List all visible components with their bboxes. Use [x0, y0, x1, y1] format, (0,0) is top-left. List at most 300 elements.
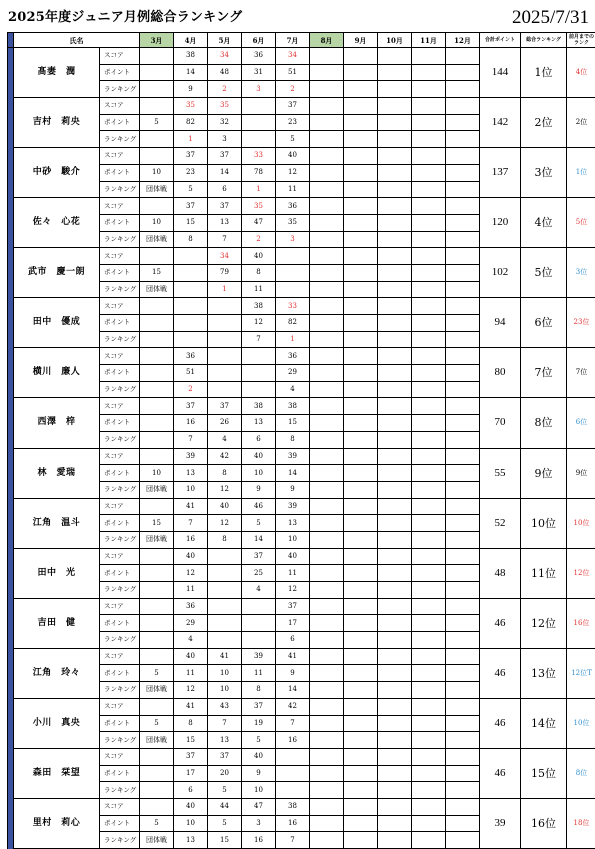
month-cell	[140, 64, 174, 81]
month-cell: 団体戦	[140, 832, 174, 849]
month-cell	[242, 131, 276, 148]
ranking-table	[7, 32, 595, 849]
month-cell	[378, 648, 412, 665]
month-cell	[412, 515, 446, 532]
row-category: ポイント	[100, 114, 140, 131]
month-cell: 41	[174, 498, 208, 515]
month-cell	[446, 448, 480, 465]
month-cell: 78	[242, 164, 276, 181]
month-cell: 8	[174, 715, 208, 732]
month-cell	[412, 448, 446, 465]
month-cell: 40	[242, 748, 276, 765]
month-cell	[446, 815, 480, 832]
month-cell	[378, 815, 412, 832]
month-cell: 16	[174, 415, 208, 432]
month-cell	[208, 365, 242, 382]
month-cell	[276, 248, 310, 265]
month-cell: 7	[208, 231, 242, 248]
month-cell	[446, 64, 480, 81]
month-cell	[310, 148, 344, 165]
month-cell	[344, 582, 378, 599]
month-cell	[208, 315, 242, 332]
month-cell	[446, 481, 480, 498]
player-name: 小川 真央	[14, 698, 100, 748]
month-cell: 12	[276, 582, 310, 599]
month-cell	[344, 431, 378, 448]
month-cell: 団体戦	[140, 682, 174, 699]
month-cell	[378, 214, 412, 231]
month-cell: 17	[174, 765, 208, 782]
month-cell	[378, 248, 412, 265]
month-cell: 44	[208, 798, 242, 815]
month-cell: 48	[208, 64, 242, 81]
total-points: 137	[480, 148, 521, 198]
month-cell: 8	[208, 531, 242, 548]
previous-rank: 12位	[567, 548, 595, 598]
month-cell	[344, 598, 378, 615]
month-cell	[344, 498, 378, 515]
month-cell	[140, 315, 174, 332]
month-cell	[208, 298, 242, 315]
month-cell	[344, 798, 378, 815]
month-cell: 13	[208, 214, 242, 231]
month-cell: 82	[276, 315, 310, 332]
month-cell	[446, 515, 480, 532]
month-cell: 5	[140, 665, 174, 682]
month-cell	[412, 365, 446, 382]
player-row	[8, 248, 595, 265]
month-cell	[446, 682, 480, 699]
overall-rank: 3位	[521, 148, 567, 198]
month-cell	[310, 431, 344, 448]
month-cell	[242, 632, 276, 649]
row-category: ポイント	[100, 315, 140, 332]
month-cell: 25	[242, 565, 276, 582]
month-cell	[378, 448, 412, 465]
month-cell	[140, 615, 174, 632]
month-cell	[242, 615, 276, 632]
month-cell	[140, 331, 174, 348]
month-cell	[174, 315, 208, 332]
month-cell	[310, 298, 344, 315]
month-cell	[310, 315, 344, 332]
month-cell: 7	[242, 331, 276, 348]
month-cell: 14	[276, 465, 310, 482]
month-cell: 15	[140, 515, 174, 532]
total-points: 80	[480, 348, 521, 398]
month-cell	[412, 565, 446, 582]
month-cell	[174, 281, 208, 298]
month-cell: 41	[208, 648, 242, 665]
row-category: スコア	[100, 298, 140, 315]
month-cell	[412, 632, 446, 649]
previous-rank: 10位	[567, 698, 595, 748]
month-cell: 14	[208, 164, 242, 181]
total-points: 94	[480, 298, 521, 348]
month-cell	[310, 515, 344, 532]
ranking-body	[8, 48, 595, 849]
month-cell: 37	[174, 198, 208, 215]
player-name: 林 愛瑞	[14, 448, 100, 498]
month-cell: 10	[174, 481, 208, 498]
month-cell	[378, 498, 412, 515]
previous-rank: 9位	[567, 448, 595, 498]
month-cell	[344, 832, 378, 849]
month-cell	[174, 331, 208, 348]
month-cell	[242, 365, 276, 382]
month-cell	[174, 264, 208, 281]
month-cell	[344, 181, 378, 198]
player-row	[8, 298, 595, 315]
month-cell	[412, 665, 446, 682]
month-cell	[446, 164, 480, 181]
month-cell	[446, 632, 480, 649]
month-cell	[344, 515, 378, 532]
month-cell	[140, 298, 174, 315]
month-cell	[378, 231, 412, 248]
player-row	[8, 48, 595, 65]
month-cell	[378, 832, 412, 849]
month-cell: 7	[276, 715, 310, 732]
month-cell	[310, 264, 344, 281]
month-cell	[446, 264, 480, 281]
month-cell	[344, 81, 378, 98]
month-cell: 9	[242, 481, 276, 498]
month-cell	[378, 531, 412, 548]
month-cell	[310, 348, 344, 365]
page-title: 2025年度ジュニア月例総合ランキング	[8, 6, 242, 25]
month-cell	[412, 198, 446, 215]
previous-rank: 18位	[567, 798, 595, 848]
month-cell: 39	[174, 448, 208, 465]
row-category: スコア	[100, 498, 140, 515]
month-cell: 41	[174, 698, 208, 715]
month-cell: 11	[276, 565, 310, 582]
month-cell	[140, 48, 174, 65]
month-cell: 団体戦	[140, 531, 174, 548]
month-cell	[344, 348, 378, 365]
previous-rank: 10位	[567, 498, 595, 548]
row-category: ランキング	[100, 381, 140, 398]
month-cell	[208, 565, 242, 582]
month-cell	[344, 815, 378, 832]
month-cell: 11	[242, 665, 276, 682]
month-cell	[412, 231, 446, 248]
month-cell: 10	[242, 782, 276, 799]
month-cell: 団体戦	[140, 481, 174, 498]
previous-rank: 1位	[567, 148, 595, 198]
month-cell	[446, 798, 480, 815]
month-cell	[412, 498, 446, 515]
month-cell: 37	[208, 398, 242, 415]
player-row	[8, 498, 595, 515]
month-cell: 40	[208, 498, 242, 515]
total-points: 102	[480, 248, 521, 298]
month-cell	[310, 365, 344, 382]
month-cell: 9	[174, 81, 208, 98]
month-cell	[446, 465, 480, 482]
month-cell	[412, 682, 446, 699]
month-cell	[310, 114, 344, 131]
month-cell: 1	[174, 131, 208, 148]
month-cell: 32	[208, 114, 242, 131]
month-cell: 40	[276, 148, 310, 165]
player-name: 田中 優成	[14, 298, 100, 348]
month-cell: 10	[174, 815, 208, 832]
month-cell	[310, 765, 344, 782]
month-cell	[412, 398, 446, 415]
month-cell: 37	[208, 148, 242, 165]
month-cell	[344, 565, 378, 582]
overall-rank: 6位	[521, 298, 567, 348]
report-date: 2025/7/31	[512, 7, 589, 29]
month-cell: 40	[174, 648, 208, 665]
month-cell	[310, 231, 344, 248]
month-cell: 39	[242, 648, 276, 665]
month-cell: 13	[242, 415, 276, 432]
month-cell	[378, 665, 412, 682]
month-cell	[310, 81, 344, 98]
month-cell	[412, 48, 446, 65]
month-cell	[344, 481, 378, 498]
overall-rank: 9位	[521, 448, 567, 498]
month-cell	[446, 498, 480, 515]
month-cell	[378, 181, 412, 198]
month-cell	[310, 498, 344, 515]
month-cell: 5	[140, 715, 174, 732]
month-cell	[412, 264, 446, 281]
header-month: 6月	[242, 33, 276, 48]
month-cell: 5	[242, 515, 276, 532]
row-category: ポイント	[100, 565, 140, 582]
month-cell	[446, 98, 480, 115]
month-cell	[446, 782, 480, 799]
month-cell	[140, 431, 174, 448]
row-category: スコア	[100, 48, 140, 65]
month-cell	[378, 81, 412, 98]
month-cell: 11	[174, 665, 208, 682]
month-cell	[378, 598, 412, 615]
month-cell	[344, 131, 378, 148]
month-cell: 14	[174, 64, 208, 81]
month-cell	[140, 81, 174, 98]
month-cell: 7	[276, 832, 310, 849]
month-cell	[378, 515, 412, 532]
month-cell	[378, 131, 412, 148]
month-cell	[378, 348, 412, 365]
month-cell	[310, 98, 344, 115]
row-category: ランキング	[100, 632, 140, 649]
month-cell	[140, 648, 174, 665]
month-cell: 37	[276, 98, 310, 115]
header-month: 3月	[140, 33, 174, 48]
month-cell	[140, 365, 174, 382]
month-cell	[378, 548, 412, 565]
month-cell: 10	[276, 531, 310, 548]
row-category: スコア	[100, 398, 140, 415]
month-cell	[412, 582, 446, 599]
month-cell	[378, 748, 412, 765]
month-cell: 9	[276, 481, 310, 498]
month-cell: 10	[208, 682, 242, 699]
month-cell: 40	[174, 548, 208, 565]
month-cell: 1	[276, 331, 310, 348]
month-cell	[310, 565, 344, 582]
month-cell: 29	[174, 615, 208, 632]
month-cell	[310, 682, 344, 699]
row-category: ランキング	[100, 481, 140, 498]
month-cell: 13	[276, 515, 310, 532]
month-cell: 10	[140, 164, 174, 181]
month-cell	[140, 415, 174, 432]
player-name: 横川 廉人	[14, 348, 100, 398]
month-cell	[378, 698, 412, 715]
month-cell	[310, 698, 344, 715]
month-cell	[378, 315, 412, 332]
month-cell	[378, 398, 412, 415]
header-total: 合計ポイント	[480, 33, 521, 48]
month-cell	[140, 248, 174, 265]
month-cell	[344, 281, 378, 298]
month-cell	[412, 798, 446, 815]
previous-rank: 5位	[567, 198, 595, 248]
month-cell: 2	[208, 81, 242, 98]
month-cell	[446, 582, 480, 599]
month-cell: 10	[242, 465, 276, 482]
month-cell	[446, 548, 480, 565]
month-cell: 15	[208, 832, 242, 849]
month-cell	[140, 348, 174, 365]
month-cell	[208, 632, 242, 649]
month-cell	[344, 398, 378, 415]
month-cell	[276, 782, 310, 799]
row-category: ランキング	[100, 181, 140, 198]
month-cell: 10	[140, 214, 174, 231]
player-row	[8, 698, 595, 715]
month-cell	[344, 465, 378, 482]
overall-rank: 8位	[521, 398, 567, 448]
previous-rank: 2位	[567, 98, 595, 148]
month-cell: 42	[276, 698, 310, 715]
month-cell	[208, 598, 242, 615]
month-cell	[242, 348, 276, 365]
month-cell	[344, 164, 378, 181]
month-cell	[446, 114, 480, 131]
month-cell	[412, 698, 446, 715]
row-category: ポイント	[100, 815, 140, 832]
player-row	[8, 798, 595, 815]
month-cell: 39	[276, 498, 310, 515]
month-cell	[208, 381, 242, 398]
month-cell: 37	[174, 748, 208, 765]
month-cell	[446, 248, 480, 265]
overall-rank: 1位	[521, 48, 567, 98]
row-category: ポイント	[100, 64, 140, 81]
month-cell: 31	[242, 64, 276, 81]
month-cell	[412, 481, 446, 498]
month-cell	[378, 798, 412, 815]
total-points: 55	[480, 448, 521, 498]
month-cell	[344, 48, 378, 65]
month-cell	[310, 665, 344, 682]
month-cell	[310, 381, 344, 398]
header-prev-rank: 前月までのランク	[567, 33, 595, 48]
header-month: 8月	[310, 33, 344, 48]
month-cell	[412, 298, 446, 315]
month-cell: 79	[208, 264, 242, 281]
month-cell: 17	[276, 615, 310, 632]
month-cell	[378, 114, 412, 131]
month-cell	[412, 465, 446, 482]
month-cell: 14	[276, 682, 310, 699]
total-points: 70	[480, 398, 521, 448]
previous-rank: 16位	[567, 598, 595, 648]
month-cell	[344, 365, 378, 382]
previous-rank: 12位T	[567, 648, 595, 698]
month-cell: 16	[242, 832, 276, 849]
month-cell	[310, 548, 344, 565]
row-category: スコア	[100, 598, 140, 615]
overall-rank: 11位	[521, 548, 567, 598]
month-cell	[378, 682, 412, 699]
total-points: 46	[480, 698, 521, 748]
month-cell	[344, 632, 378, 649]
month-cell	[446, 648, 480, 665]
month-cell	[310, 598, 344, 615]
month-cell: 2	[174, 381, 208, 398]
month-cell: 4	[276, 381, 310, 398]
previous-rank: 7位	[567, 348, 595, 398]
month-cell: 38	[242, 398, 276, 415]
row-category: ポイント	[100, 465, 140, 482]
month-cell	[310, 248, 344, 265]
month-cell	[140, 448, 174, 465]
month-cell	[310, 732, 344, 749]
month-cell: 団体戦	[140, 181, 174, 198]
month-cell	[310, 715, 344, 732]
month-cell: 3	[276, 231, 310, 248]
overall-rank: 5位	[521, 248, 567, 298]
month-cell	[344, 381, 378, 398]
row-category: ランキング	[100, 531, 140, 548]
month-cell	[378, 782, 412, 799]
player-row	[8, 548, 595, 565]
row-category: ポイント	[100, 164, 140, 181]
month-cell: 19	[242, 715, 276, 732]
month-cell	[344, 248, 378, 265]
month-cell: 9	[276, 665, 310, 682]
month-cell: 13	[174, 832, 208, 849]
month-cell: 2	[276, 81, 310, 98]
month-cell	[310, 131, 344, 148]
month-cell	[344, 765, 378, 782]
month-cell: 12	[174, 682, 208, 699]
month-cell: 38	[276, 798, 310, 815]
month-cell	[344, 448, 378, 465]
month-cell	[310, 64, 344, 81]
month-cell	[140, 548, 174, 565]
month-cell	[344, 648, 378, 665]
month-cell	[140, 632, 174, 649]
month-cell	[412, 748, 446, 765]
header-month: 12月	[446, 33, 480, 48]
month-cell	[446, 214, 480, 231]
month-cell	[446, 365, 480, 382]
month-cell	[412, 214, 446, 231]
month-cell: 11	[242, 281, 276, 298]
total-points: 120	[480, 198, 521, 248]
player-name: 里村 莉心	[14, 798, 100, 848]
